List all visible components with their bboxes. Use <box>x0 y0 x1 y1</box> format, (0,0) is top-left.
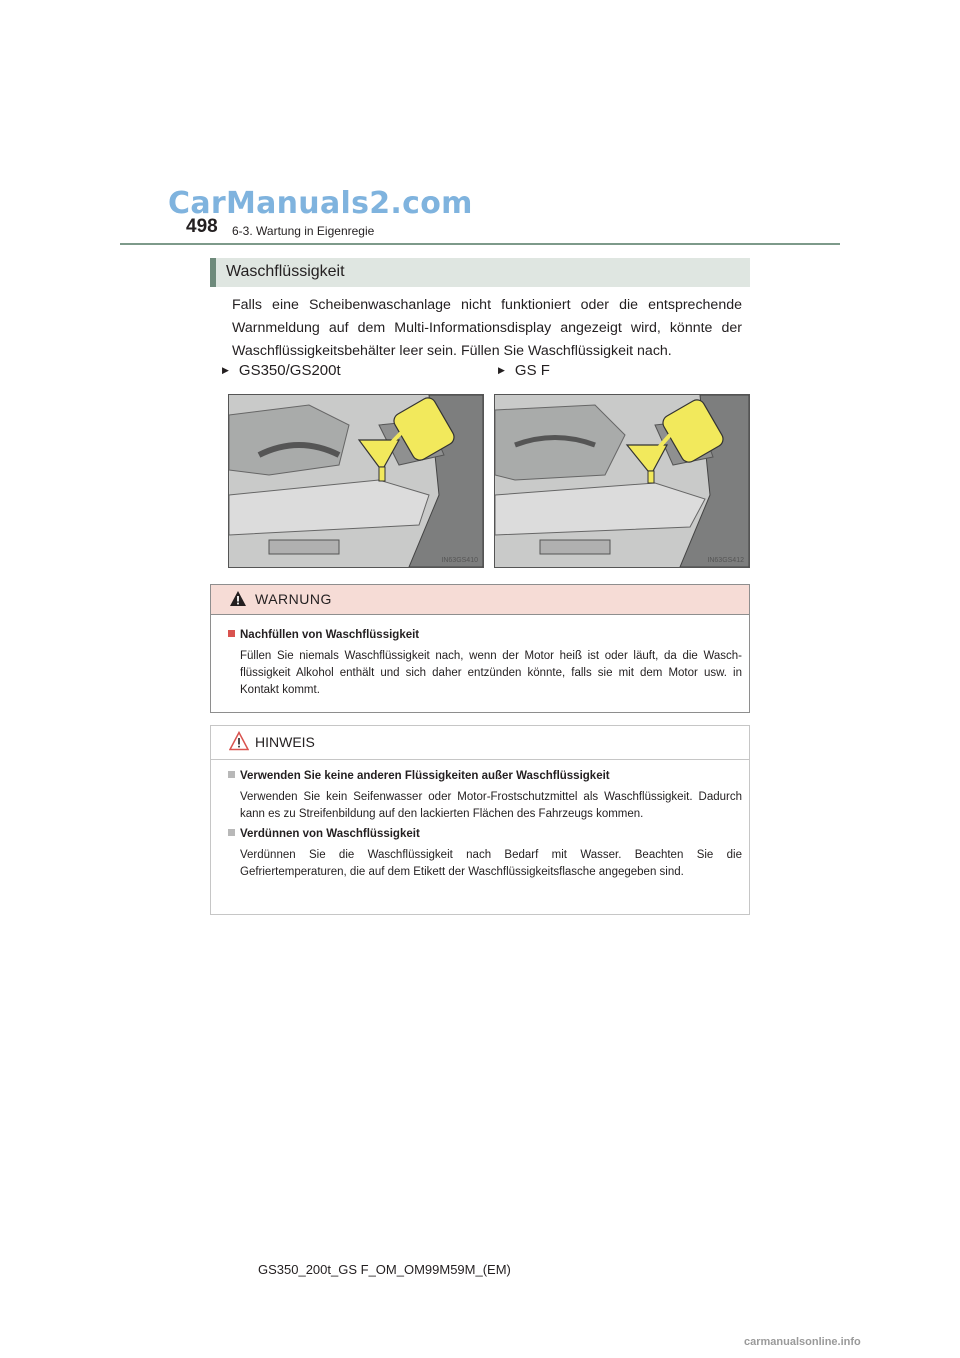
illustration-gsf <box>494 394 750 568</box>
illustration-code: IN63GS412 <box>707 557 744 564</box>
warning-header <box>211 585 749 615</box>
warning-title: WARNUNG <box>255 591 332 607</box>
section-title: Waschflüssigkeit <box>226 263 345 280</box>
illustration-gs350 <box>228 394 484 568</box>
warning-item-heading: Nachfüllen von Waschflüssigkeit <box>228 629 419 641</box>
bullet-square-icon <box>228 630 235 637</box>
illustration-code: IN63GS410 <box>441 557 478 564</box>
warning-box <box>210 584 750 713</box>
triangle-bullet-icon: ▶ <box>222 365 229 375</box>
notice-item-body: Verdünnen Sie die Waschflüssigkeit nach Bedarf mit Wasser. Beachten Sie die Gefriertemperaturen, die auf dem Etikett der Waschflüssigkeitsflasche angegeben sind. <box>240 849 742 878</box>
notice-item-heading: Verdünnen von Waschflüssigkeit <box>228 828 420 840</box>
notice-item-heading: Verwenden Sie keine anderen Flüssigkeiten außer Waschflüssigkeit <box>228 770 610 782</box>
section-label: 6-3. Wartung in Eigenregie <box>232 224 375 238</box>
variant-label-gs350: ▶ GS350/GS200t <box>222 362 341 379</box>
site-logo[interactable]: CarManuals2.com <box>168 186 473 221</box>
triangle-bullet-icon: ▶ <box>498 365 505 375</box>
warning-item-body: Füllen Sie niemals Waschflüssigkeit nach, wenn der Motor heiß ist oder läuft, da die Wasch-flüssigkeit Alkohol enthält und sich daher entzünden könnte, falls sie mit dem Motor usw. in Kontakt kommt. <box>240 650 742 696</box>
bullet-square-icon <box>228 771 235 778</box>
header-rule <box>120 243 840 245</box>
warning-triangle-icon <box>229 590 247 607</box>
notice-item-body: Verwenden Sie kein Seifenwasser oder Motor-Frostschutzmittel als Waschflüssigkeit. Dadurch kann es zu Streifenbildung auf den lackierten Flächen des Fahrzeugs kommen. <box>240 791 742 820</box>
notice-title: HINWEIS <box>255 734 315 750</box>
section-title-bar <box>210 258 750 287</box>
notice-header <box>211 726 749 760</box>
notice-box <box>210 725 750 915</box>
page-number: 498 <box>186 216 218 237</box>
watermark[interactable]: carmanualsonline.info <box>744 1336 861 1348</box>
bullet-square-icon <box>228 829 235 836</box>
intro-paragraph: Falls eine Scheibenwaschanlage nicht funktioniert oder die entsprechende Warnmeldung auf dem Multi-Informationsdisplay angezeigt wird, könnte der Waschflüssigkeitsbehälter leer sein. Füllen Sie Waschflüssigkeit nach. <box>232 297 742 359</box>
engine-bay-illustration <box>495 395 749 567</box>
caution-triangle-icon <box>229 731 249 751</box>
document-footer: GS350_200t_GS F_OM_OM99M59M_(EM) <box>258 1262 511 1277</box>
variant-label-gsf: ▶ GS F <box>498 362 550 379</box>
engine-bay-illustration <box>229 395 483 567</box>
